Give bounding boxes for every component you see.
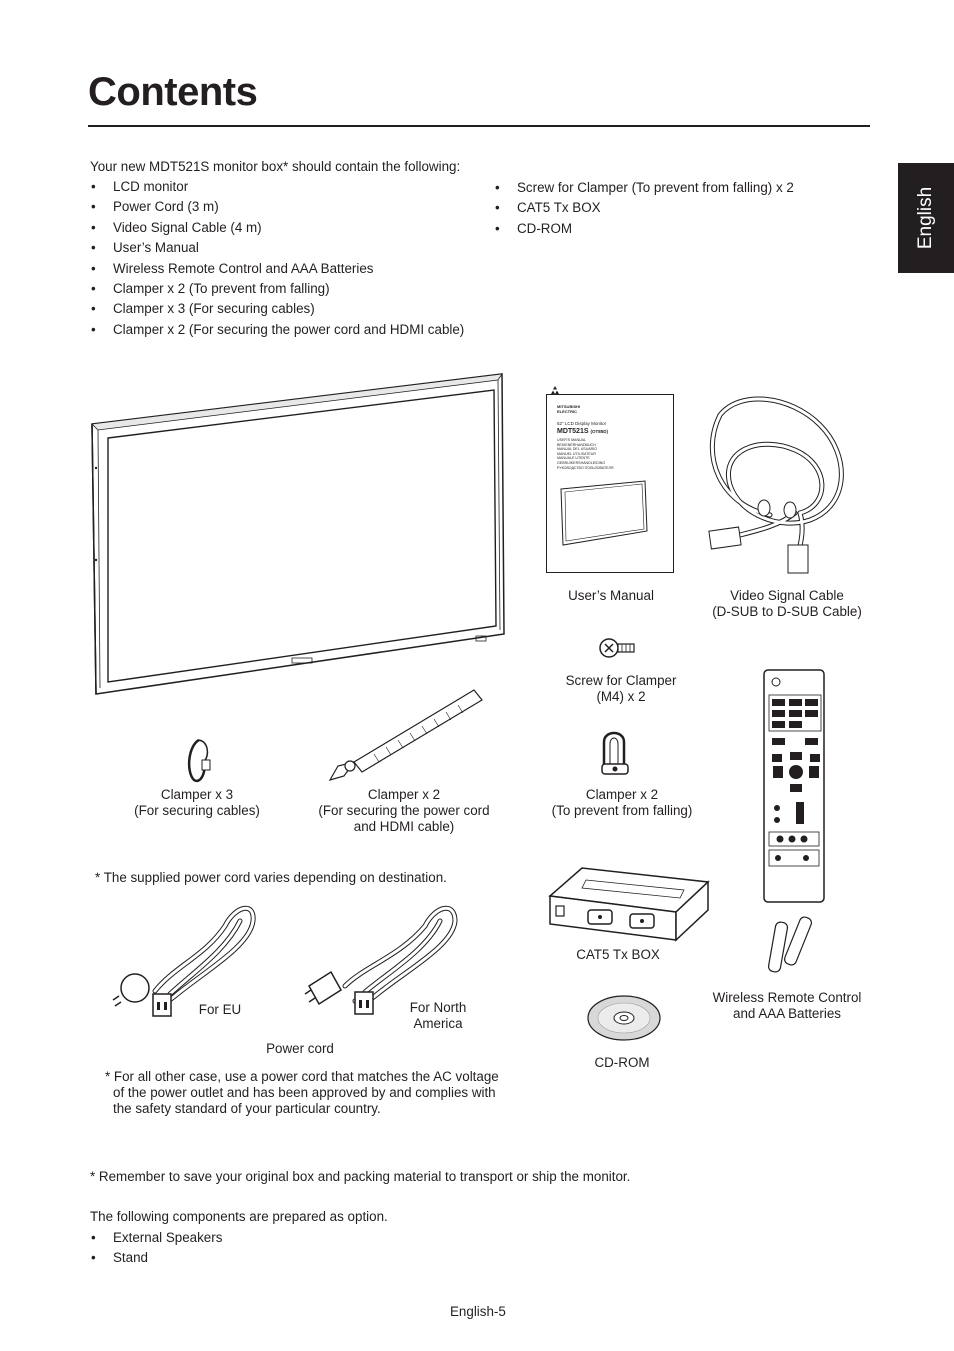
caption-line: Power cord — [266, 1041, 334, 1056]
manual-languages — [557, 438, 614, 470]
caption-power-cord — [250, 1041, 350, 1057]
list-item: • Clamper x 2 (For securing the power cord and HDMI cable) — [90, 322, 464, 342]
power-cord-note: * The supplied power cord varies depending on destination. — [95, 870, 447, 885]
caption-line: Screw for Clamper — [565, 673, 677, 688]
note-line: the safety standard of your particular country. — [113, 1101, 381, 1116]
caption-line: (For securing cables) — [134, 803, 260, 818]
cd-rom-illustration — [586, 994, 662, 1042]
aaa-batteries-illustration — [768, 912, 818, 978]
contents-list-right — [494, 180, 794, 241]
caption-line: (D-SUB to D-SUB Cable) — [712, 604, 862, 619]
cat5-tx-box-illustration — [546, 862, 712, 944]
list-item: • LCD monitor — [90, 179, 464, 199]
list-item: • Stand — [90, 1250, 222, 1270]
screw-illustration — [598, 634, 638, 664]
caption-screw — [556, 673, 686, 705]
note-line: * For all other case, use a power cord that matches the AC voltage — [105, 1069, 499, 1084]
list-item: • Clamper x 2 (To prevent from falling) — [90, 281, 464, 301]
manual-brand-line: MITSUBISHI — [557, 404, 581, 409]
caption-line: Video Signal Cable — [730, 588, 844, 603]
caption-line: Clamper x 2 — [585, 787, 659, 802]
title-rule — [88, 125, 870, 127]
list-item: • Video Signal Cable (4 m) — [90, 220, 464, 240]
manual-brand-line: ELECTRIC — [557, 409, 577, 414]
list-item: • Power Cord (3 m) — [90, 199, 464, 219]
language-side-tab — [898, 163, 954, 273]
caption-clamper-x3 — [122, 787, 272, 819]
note-line: of the power outlet and has been approved by and complies with — [113, 1085, 496, 1100]
list-item: • User’s Manual — [90, 240, 464, 260]
caption-line: and AAA Batteries — [733, 1006, 841, 1021]
list-item: • CAT5 Tx BOX — [494, 200, 794, 220]
caption-line: For North — [409, 1000, 467, 1015]
manual-language: MANUAL DEL USUARIO — [557, 447, 598, 452]
manual-language: USER'S MANUAL — [557, 438, 587, 442]
remote-control-illustration — [762, 668, 826, 904]
contents-list-left — [90, 179, 464, 342]
caption-line: (M4) x 2 — [596, 689, 646, 704]
caption-line: (For securing the power cord — [318, 803, 490, 818]
language-tab-label: English — [915, 186, 936, 250]
manual-subtitle: 52" LCD Display Monitor — [557, 421, 607, 426]
manual-model — [557, 427, 608, 436]
mitsubishi-logo-icon — [550, 386, 560, 396]
caption-line: Wireless Remote Control — [712, 990, 862, 1005]
caption-line: (To prevent from falling) — [551, 803, 693, 818]
page-title: Contents — [88, 70, 258, 114]
caption-line: User’s Manual — [568, 588, 654, 603]
manual-brand — [557, 404, 580, 414]
users-manual-illustration — [546, 394, 674, 573]
save-box-note: * Remember to save your original box and packing material to transport or ship the monitor. — [90, 1169, 631, 1184]
clamper-securing-cables-illustration — [184, 736, 214, 784]
list-item: • CD-ROM — [494, 221, 794, 241]
caption-for-eu — [190, 1002, 250, 1018]
options-list — [90, 1230, 222, 1271]
caption-line: America — [413, 1016, 463, 1031]
list-item: • Clamper x 3 (For securing cables) — [90, 301, 464, 321]
caption-for-na — [398, 1000, 478, 1032]
manual-monitor-icon — [559, 479, 663, 549]
manual-model-code: (OT85D) — [590, 429, 608, 434]
caption-line: and HDMI cable) — [353, 819, 455, 834]
manual-language: GEBRUIKERSHANDLEIDING — [557, 460, 606, 465]
manual-model-name: MDT521S — [557, 428, 589, 435]
caption-line: Clamper x 2 — [367, 787, 441, 802]
caption-users-manual — [551, 588, 671, 604]
caption-line: CD-ROM — [594, 1055, 650, 1070]
list-item: • Screw for Clamper (To prevent from falling) x 2 — [494, 180, 794, 200]
caption-line: CAT5 Tx BOX — [576, 947, 660, 962]
intro-text: Your new MDT521S monitor box* should contain the following: — [90, 159, 461, 174]
caption-remote — [700, 990, 874, 1022]
list-item: • Wireless Remote Control and AAA Batteries — [90, 261, 464, 281]
other-case-note — [105, 1069, 499, 1117]
caption-cdrom — [572, 1055, 672, 1071]
caption-line: Clamper x 3 — [160, 787, 234, 802]
manual-language: РУКОВОДСТВО ПОЛЬЗОВАТЕЛЯ — [557, 465, 614, 470]
manual-language: MANUALE UTENTE — [557, 456, 590, 461]
caption-video-cable — [700, 588, 874, 620]
options-intro: The following components are prepared as option. — [90, 1209, 388, 1224]
caption-cat5 — [558, 947, 678, 963]
video-signal-cable-illustration — [700, 395, 860, 580]
manual-language: MANUEL UTILISATEUR — [557, 451, 596, 456]
caption-line: For EU — [198, 1002, 242, 1017]
lcd-monitor-illustration — [88, 370, 508, 700]
list-item: • External Speakers — [90, 1230, 222, 1250]
caption-clamper-power — [304, 787, 504, 835]
page-number: English-5 — [450, 1304, 506, 1319]
clamper-power-cord-illustration — [324, 686, 484, 786]
manual-language: BEDIENERHANDBUCH — [557, 442, 596, 447]
clamper-falling-illustration — [596, 726, 636, 778]
caption-clamper-falling — [542, 787, 702, 819]
